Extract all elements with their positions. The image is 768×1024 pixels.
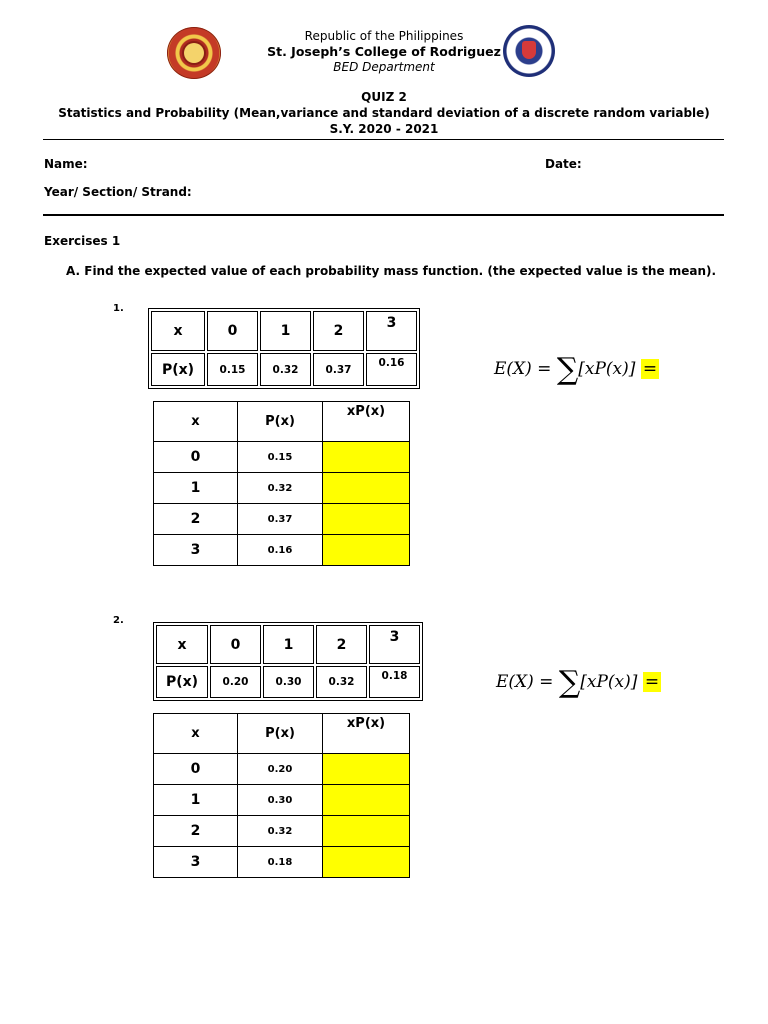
pmf-x-value: 0 — [207, 311, 258, 351]
quiz-title: QUIZ 2 — [361, 90, 407, 104]
row-px: 0.18 — [238, 847, 323, 878]
pmf-x-value: 3 — [366, 311, 417, 351]
date-field-label: Date: — [545, 157, 582, 171]
pmf-p-value: 0.37 — [313, 353, 364, 386]
formula-answer-blank[interactable]: = — [642, 359, 658, 379]
table-header-px: P(x) — [238, 714, 323, 754]
computation-table — [153, 401, 410, 566]
formula-lhs: E(X) = — [494, 359, 552, 379]
answer-cell[interactable] — [323, 442, 410, 473]
pmf-header-x: x — [151, 311, 205, 351]
table-row — [154, 535, 410, 566]
pmf-x-value: 1 — [263, 625, 314, 664]
header-school-name: St. Joseph’s College of Rodriguez — [267, 44, 501, 59]
pmf-x-value: 0 — [210, 625, 261, 664]
row-px: 0.32 — [238, 816, 323, 847]
formula-rhs: [xP(x)] — [580, 672, 638, 692]
row-x: 1 — [154, 785, 238, 816]
answer-cell[interactable] — [323, 504, 410, 535]
row-px: 0.30 — [238, 785, 323, 816]
table-row — [154, 473, 410, 504]
exercise-title: Exercises 1 — [44, 234, 121, 248]
row-x: 1 — [154, 473, 238, 504]
table-header-xpx: xP(x) — [323, 714, 410, 754]
school-year: S.Y. 2020 - 2021 — [329, 122, 439, 136]
row-px: 0.20 — [238, 754, 323, 785]
table-header-x: x — [154, 714, 238, 754]
summation-icon: ∑ — [558, 665, 581, 700]
table-row — [154, 754, 410, 785]
answer-cell[interactable] — [323, 473, 410, 504]
pmf-p-value: 0.32 — [260, 353, 311, 386]
pmf-x-value: 2 — [313, 311, 364, 351]
formula-answer-blank[interactable]: = — [644, 672, 660, 692]
row-px: 0.37 — [238, 504, 323, 535]
answer-cell[interactable] — [323, 816, 410, 847]
row-x: 2 — [154, 504, 238, 535]
pmf-x-value: 2 — [316, 625, 367, 664]
pmf-x-value: 1 — [260, 311, 311, 351]
answer-cell[interactable] — [323, 847, 410, 878]
table-row — [154, 785, 410, 816]
pmf-header-px: P(x) — [151, 353, 205, 386]
row-x: 0 — [154, 754, 238, 785]
header-republic: Republic of the Philippines — [304, 29, 464, 43]
summation-icon: ∑ — [556, 352, 579, 387]
pmf-table — [148, 308, 420, 389]
year-section-strand-label: Year/ Section/ Strand: — [44, 185, 192, 199]
exercise-instruction: A. Find the expected value of each probability mass function. (the expected value is the mean). — [66, 264, 717, 278]
pmf-p-value: 0.32 — [316, 666, 367, 698]
pmf-table — [153, 622, 423, 701]
name-field-label: Name: — [44, 157, 88, 171]
row-px: 0.16 — [238, 535, 323, 566]
school-seal-icon — [167, 27, 221, 79]
row-px: 0.32 — [238, 473, 323, 504]
expected-value-formula — [494, 352, 659, 387]
pmf-x-value: 3 — [369, 625, 420, 664]
row-x: 2 — [154, 816, 238, 847]
table-row — [154, 816, 410, 847]
answer-cell[interactable] — [323, 754, 410, 785]
formula-lhs: E(X) = — [496, 672, 554, 692]
table-row — [154, 847, 410, 878]
pmf-p-value: 0.20 — [210, 666, 261, 698]
computation-table — [153, 713, 410, 878]
row-px: 0.15 — [238, 442, 323, 473]
pmf-p-value: 0.30 — [263, 666, 314, 698]
table-row — [154, 504, 410, 535]
pmf-p-value: 0.16 — [366, 353, 417, 386]
problem-number: 2. — [113, 615, 124, 626]
table-header-x: x — [154, 402, 238, 442]
answer-cell[interactable] — [323, 785, 410, 816]
header-divider — [43, 139, 724, 140]
row-x: 0 — [154, 442, 238, 473]
pmf-header-px: P(x) — [156, 666, 208, 698]
header-department: BED Department — [333, 60, 435, 74]
formula-rhs: [xP(x)] — [578, 359, 636, 379]
quiz-subject: Statistics and Probability (Mean,variance and standard deviation of a discrete random variable) — [58, 106, 710, 120]
answer-cell[interactable] — [323, 535, 410, 566]
table-header-px: P(x) — [238, 402, 323, 442]
pmf-header-x: x — [156, 625, 208, 664]
fields-divider — [43, 214, 724, 216]
row-x: 3 — [154, 535, 238, 566]
pmf-p-value: 0.15 — [207, 353, 258, 386]
expected-value-formula — [496, 665, 661, 700]
table-row — [154, 442, 410, 473]
table-header-xpx: xP(x) — [323, 402, 410, 442]
problem-number: 1. — [113, 303, 124, 314]
pmf-p-value: 0.18 — [369, 666, 420, 698]
row-x: 3 — [154, 847, 238, 878]
